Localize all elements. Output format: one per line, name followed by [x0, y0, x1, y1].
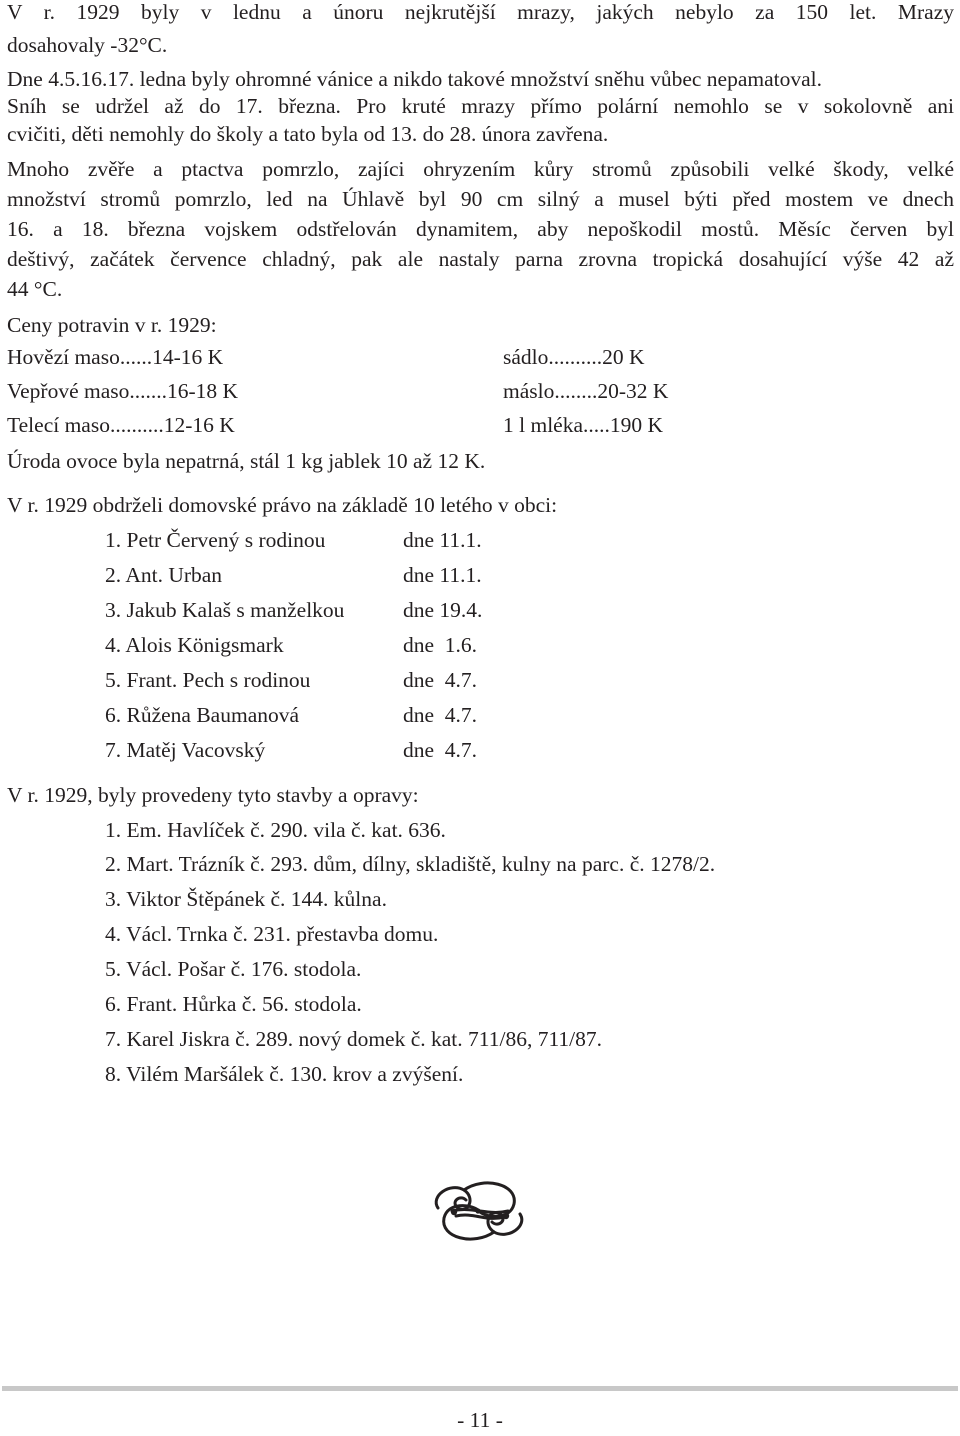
- prices-heading: Ceny potravin v r. 1929:: [7, 313, 217, 337]
- price-left-1: Hovězí maso......14-16 K: [7, 345, 224, 369]
- fruit-line: Úroda ovoce byla nepatrná, stál 1 kg jablek 10 až 12 K.: [7, 449, 486, 473]
- citizenship-date-7: dne 4.7.: [403, 738, 478, 762]
- para3-line4: deštivý, začátek července chladný, pak ale nastaly parna zrovna tropická dosahující výše 42 až: [7, 247, 954, 271]
- building-item-1: 1. Em. Havlíček č. 290. vila č. kat. 636.: [105, 818, 446, 842]
- para3-line1: Mnoho zvěře a ptactva pomrzlo, zajíci ohryzením kůry stromů způsobili velké škody, velké: [7, 157, 954, 181]
- citizenship-name-5: 5. Frant. Pech s rodinou: [105, 668, 311, 692]
- citizenship-name-4: 4. Alois Königsmark: [105, 633, 284, 657]
- flourish-ornament-icon: [428, 1178, 530, 1244]
- para3-line5: 44 °C.: [7, 277, 63, 301]
- para2-line1: Dne 4.5.16.17. ledna byly ohromné vánice a nikdo takové množství sněhu vůbec nepamatoval.: [7, 67, 822, 91]
- citizenship-name-3: 3. Jakub Kalaš s manželkou: [105, 598, 345, 622]
- citizenship-date-4: dne 1.6.: [403, 633, 478, 657]
- para1-line1: V r. 1929 byly v lednu a únoru nejkrutější mrazy, jakých nebylo za 150 let. Mrazy: [7, 0, 954, 24]
- citizenship-date-6: dne 4.7.: [403, 703, 478, 727]
- building-item-5: 5. Václ. Pošar č. 176. stodola.: [105, 957, 362, 981]
- citizenship-heading: V r. 1929 obdrželi domovské právo na základě 10 letého v obci:: [7, 493, 558, 517]
- building-item-3: 3. Viktor Štěpánek č. 144. kůlna.: [105, 887, 387, 911]
- citizenship-date-2: dne 11.1.: [403, 563, 482, 587]
- buildings-heading: V r. 1929, byly provedeny tyto stavby a opravy:: [7, 783, 419, 807]
- building-item-7: 7. Karel Jiskra č. 289. nový domek č. kat. 711/86, 711/87.: [105, 1027, 602, 1051]
- price-right-1: sádlo..........20 K: [503, 345, 645, 369]
- citizenship-name-6: 6. Růžena Baumanová: [105, 703, 300, 727]
- building-item-8: 8. Vilém Maršálek č. 130. krov a zvýšení.: [105, 1062, 464, 1086]
- citizenship-name-2: 2. Ant. Urban: [105, 563, 223, 587]
- citizenship-date-3: dne 19.4.: [403, 598, 483, 622]
- citizenship-date-5: dne 4.7.: [403, 668, 478, 692]
- building-item-4: 4. Václ. Trnka č. 231. přestavba domu.: [105, 922, 439, 946]
- page-number: - 11 -: [457, 1408, 503, 1432]
- building-item-6: 6. Frant. Hůrka č. 56. stodola.: [105, 992, 362, 1016]
- price-left-3: Telecí maso..........12-16 K: [7, 413, 235, 437]
- citizenship-name-7: 7. Matěj Vacovský: [105, 738, 266, 762]
- price-right-2: máslo........20-32 K: [503, 379, 669, 403]
- para2-line2: Sníh se udržel až do 17. března. Pro kruté mrazy přímo polární nemohlo se v sokolovně ani: [7, 94, 954, 118]
- price-right-3: 1 l mléka.....190 K: [503, 413, 664, 437]
- footer-rule: [2, 1386, 958, 1391]
- citizenship-date-1: dne 11.1.: [403, 528, 482, 552]
- para1-line2: dosahovaly -32°C.: [7, 33, 168, 57]
- para3-line2: množství stromů pomrzlo, led na Úhlavě byl 90 cm silný a musel býti před mostem ve dnech: [7, 187, 954, 211]
- citizenship-name-1: 1. Petr Červený s rodinou: [105, 528, 326, 552]
- para3-line3: 16. a 18. března vojskem odstřelován dynamitem, aby nepoškodil mostů. Měsíc červen byl: [7, 217, 954, 241]
- building-item-2: 2. Mart. Trázník č. 293. dům, dílny, skladiště, kulny na parc. č. 1278/2.: [105, 852, 716, 876]
- price-left-2: Vepřové maso.......16-18 K: [7, 379, 239, 403]
- para2-line3: cvičiti, děti nemohly do školy a tato byla od 13. do 28. února zavřena.: [7, 122, 609, 146]
